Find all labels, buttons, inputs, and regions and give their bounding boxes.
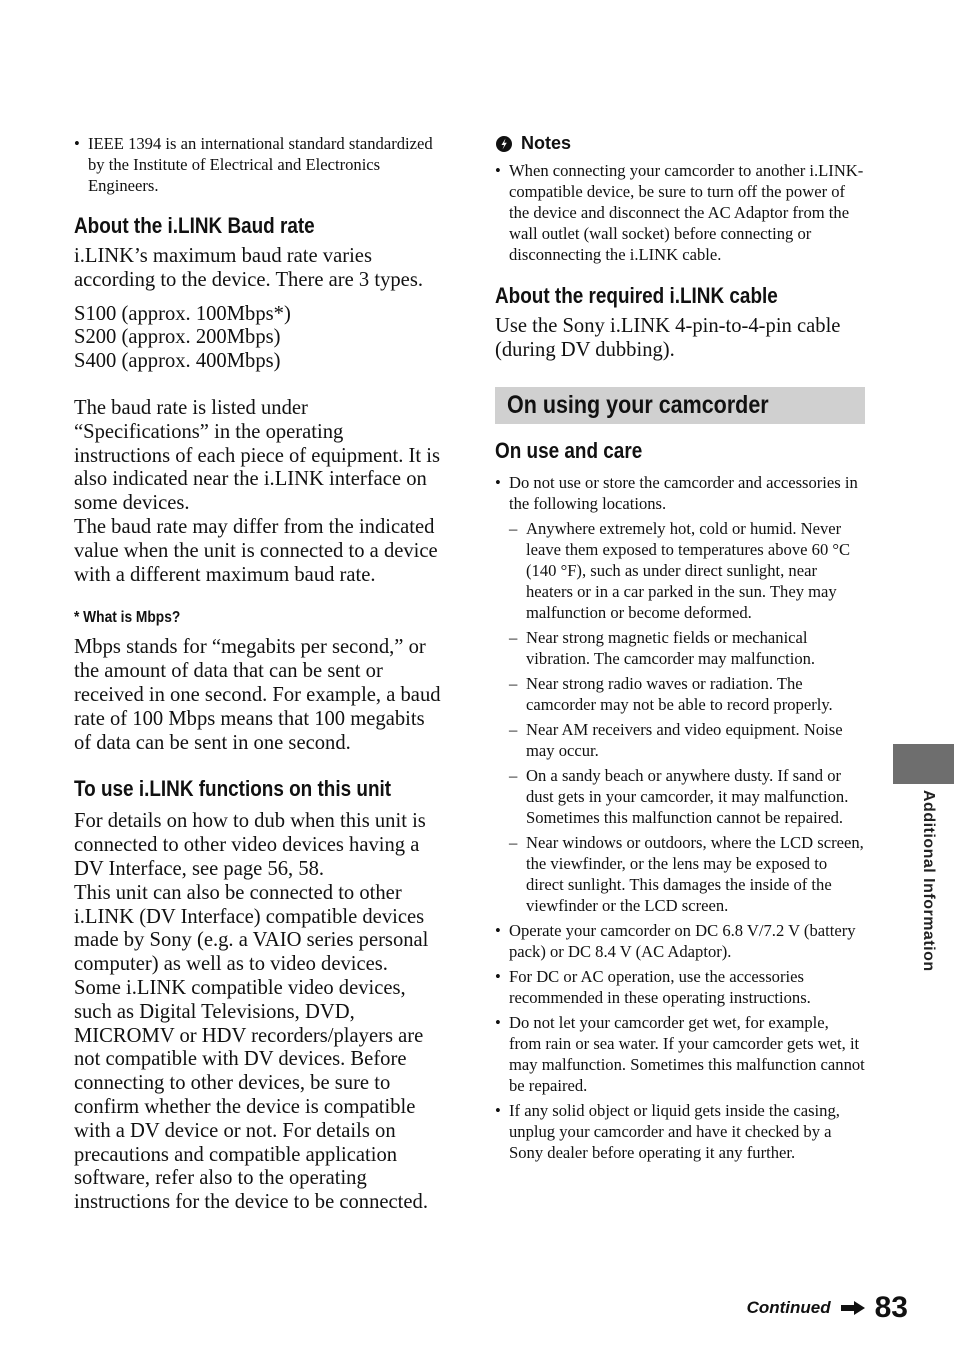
- list-item: • Operate your camcorder on DC 6.8 V/7.2 V (battery pack) or DC 8.4 V (AC Adaptor).: [495, 920, 865, 962]
- list-item: – Anywhere extremely hot, cold or humid. Never leave them exposed to temperatures above 60 °C (140 °F), such as under direct sunlight, near heaters or in a car parked in the sun. They may malfunction or become deformed.: [509, 518, 865, 623]
- use-and-care-list: [495, 472, 865, 1163]
- list-item: – Near AM receivers and video equipment. Noise may occur.: [509, 719, 865, 761]
- ilink-cable-heading: About the required i.LINK cable: [495, 283, 778, 308]
- notes-title: Notes: [521, 133, 572, 153]
- list-item: • For DC or AC operation, use the accessories recommended in these operating instructions.: [495, 966, 865, 1008]
- list-item: – Near strong magnetic fields or mechanical vibration. The camcorder may malfunction.: [509, 627, 865, 669]
- baud-rate-s400: S400 (approx. 400Mbps): [74, 350, 281, 373]
- list-item: – Near windows or outdoors, where the LCD screen, the viewfinder, or the lens may be exposed to direct sunlight. This damages the inside of the viewfinder or the LCD screen.: [509, 832, 865, 916]
- functions-paragraph-3: Some i.LINK compatible video devices, such as Digital Televisions, DVD, MICROMV or HDV recorders/players are not compatible with DV devices. Before connecting to other devices, be sure to confirm whether the device is compatible with a DV device or not. For details on precautions and compatible application software, refer also to the operating instructions for the device to be connected.: [74, 976, 428, 1214]
- right-arrow-icon: [841, 1301, 865, 1315]
- list-item: • Do not let your camcorder get wet, for example, from rain or sea water. If your camcorder gets wet, it may malfunction. Sometimes this malfunction cannot be repaired.: [495, 1012, 865, 1096]
- list-item: • When connecting your camcorder to another i.LINK-compatible device, be sure to turn off the power of the device and disconnect the AC Adaptor from the wall outlet (wall socket) before connecting or disconnecting the i.LINK cable.: [495, 160, 865, 265]
- mbps-paragraph: Mbps stands for “megabits per second,” or the amount of data that can be sent or received in one second. For example, a baud rate of 100 Mbps means that 100 megabits of data can be sent in one second.: [74, 636, 441, 754]
- section-title-band: [495, 387, 865, 424]
- list-item: – Near strong radio waves or radiation. The camcorder may not be able to record properly.: [509, 673, 865, 715]
- functions-paragraph-2: This unit can also be connected to other i.LINK (DV Interface) compatible devices made by Sony (e.g. a VAIO series personal computer) as well as to video devices.: [74, 881, 429, 976]
- ilink-functions-heading: To use i.LINK functions on this unit: [74, 776, 392, 802]
- locations-sublist: [509, 518, 865, 916]
- intro-bullet-list: [74, 133, 442, 196]
- list-item: • If any solid object or liquid gets inside the casing, unplug your camcorder and have it checked by a Sony dealer before operating it any further.: [495, 1100, 865, 1163]
- notes-caution-icon: [495, 135, 513, 153]
- baud-rate-spec-paragraph: The baud rate is listed under “Specifications” in the operating instructions of each piece of equipment. It is also indicated near the i.LINK interface on some devices.: [74, 396, 441, 515]
- notes-list: [495, 160, 865, 265]
- list-item-text: Do not use or store the camcorder and accessories in the following locations.: [509, 472, 858, 513]
- ilink-cable-paragraph: Use the Sony i.LINK 4-pin-to-4-pin cable (during DV dubbing).: [495, 315, 841, 361]
- mbps-heading: * What is Mbps?: [74, 609, 181, 627]
- baud-rate-s200: S200 (approx. 200Mbps): [74, 326, 281, 349]
- baud-rate-difference-paragraph: The baud rate may differ from the indicated value when the unit is connected to a device with a different maximum baud rate.: [74, 515, 438, 586]
- notes-header: [495, 133, 865, 154]
- use-and-care-heading: On use and care: [495, 437, 643, 463]
- right-column: [495, 0, 865, 1163]
- baud-rate-intro: i.LINK’s maximum baud rate varies according to the device. There are 3 types.: [74, 245, 423, 291]
- baud-rate-types: [74, 303, 442, 374]
- list-item: [495, 472, 865, 916]
- baud-rate-heading: About the i.LINK Baud rate: [74, 213, 315, 238]
- left-column: [74, 0, 442, 1215]
- section-title: On using your camcorder: [507, 390, 769, 419]
- page-footer: [747, 1291, 908, 1325]
- page-number: 83: [874, 1291, 908, 1324]
- continued-label: Continued: [746, 1298, 831, 1317]
- side-tab-marker: [893, 744, 954, 784]
- list-item: – On a sandy beach or anywhere dusty. If sand or dust gets in your camcorder, it may malfunction. Sometimes this malfunction cannot be repaired.: [509, 765, 865, 828]
- list-item: • IEEE 1394 is an international standard standardized by the Institute of Electrical and Electronics Engineers.: [74, 133, 442, 196]
- side-tab-label: Additional Information: [920, 790, 937, 972]
- baud-rate-s100: S100 (approx. 100Mbps*): [74, 302, 291, 325]
- functions-paragraph-1: For details on how to dub when this unit is connected to other video devices having a DV Interface, see page 56, 58.: [74, 810, 426, 880]
